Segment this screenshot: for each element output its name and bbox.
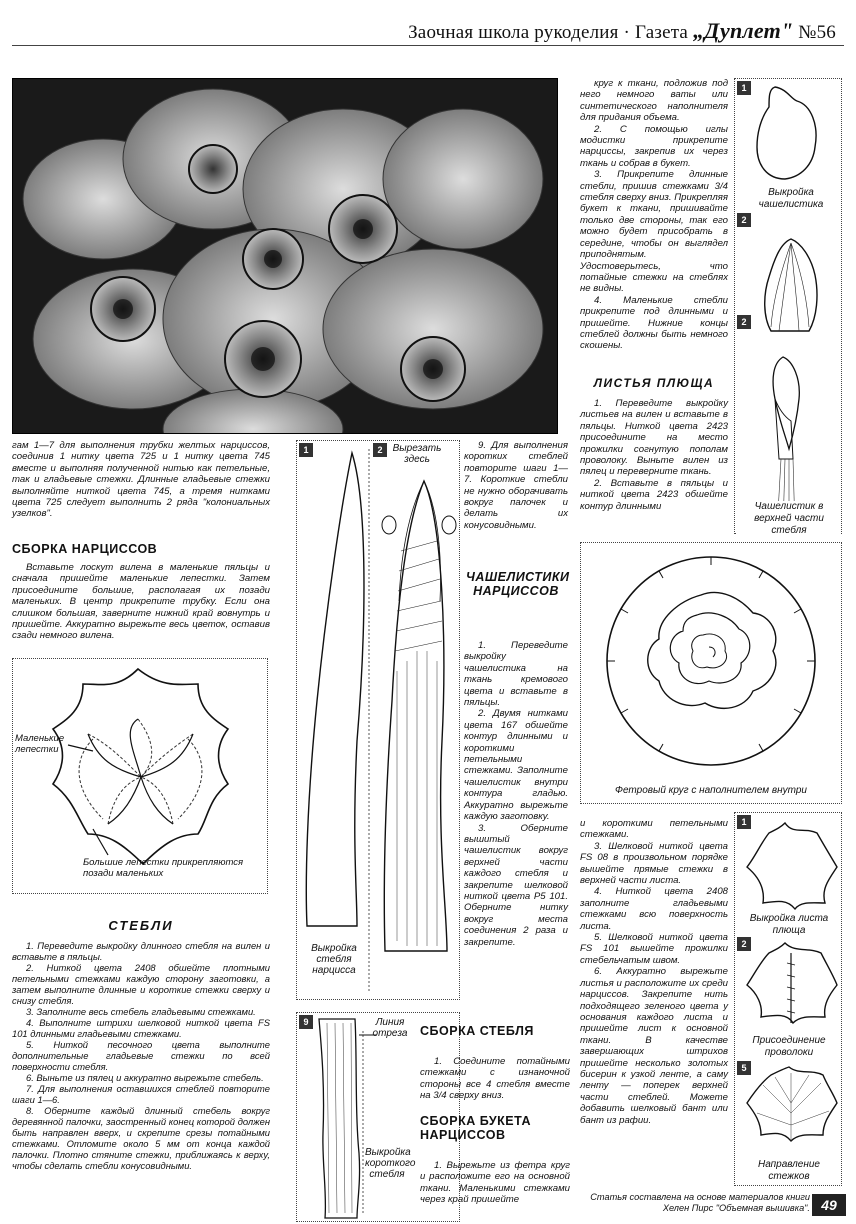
stem-assembly-text: 1. Соедините потайными стежками с изнаночной стороны все 4 стебля вместе на 3/4 сверху вниз. xyxy=(420,1056,570,1102)
sepals-heading: ЧАШЕЛИСТИКИ НАРЦИССОВ xyxy=(466,570,570,598)
pattern-number: 1 xyxy=(737,815,751,829)
ivy-heading: ЛИСТЬЯ ПЛЮЩА xyxy=(593,376,715,390)
ivy-text: 1. Переведите выкройку листьев на вилен и вставьте в пяльцы. Ниткой цвета 2423 присоедините на место прожилки согнутую пополам проволоку. Выньте вилен из пялец и переверните ткань. 2. Вставьте в пяльцы и ниткой цвета 2423 обшейте контур длинными xyxy=(580,398,728,512)
assembly-text: Вставьте лоскут вилена в маленькие пяльцы и сначала пришейте маленькие лепестки. Затем присоедините большие, располагая их позади маленьких. В центр прикрепите трубку. Если она слишком большая, заверните нижний край вовнутрь и пришейте. Аккуратно вырежьте весь цветок, оставив сзади немного вилена. xyxy=(12,562,270,642)
sepal-pattern-label: Выкройка чашелистика xyxy=(758,187,824,210)
issue-number: №56 xyxy=(798,22,836,43)
large-petals-label: Большие лепестки прикрепляются позади маленьких xyxy=(83,857,244,879)
bouquet-text: 1. Вырежьте из фетра круг и расположите его на основной ткани. Маленькими стежками через край пришейте xyxy=(420,1160,570,1206)
pattern-number: 9 xyxy=(299,1015,313,1029)
small-petals-label: Маленькие лепестки xyxy=(15,733,65,755)
ivy-leaf-pattern-box xyxy=(734,812,842,1186)
sepals-text: 1. Переведите выкройку чашелистика на ткань кремового цвета и вставьте в пяльцы. 2. Двумя нитками цвета 167 обшейте контур длинными и короткими петельными стежками. Заполните чашелистик внутри контура гладью. Аккуратно вырежьте каждую заготовку. 3. Оберните вышитый чашелистик вокруг верхней части каждого стебля и закрепите шелковой ниткой цвета P5 101. Оберните нитку вокруг места соединения 2 раза и закрепите. xyxy=(464,640,568,948)
daffodil-bouquet-photo xyxy=(12,78,558,434)
step9-text: 9. Для выполнения коротких стеблей повторите шаги 1—7. Короткие стебли не нужно оборачивать вокруг палочек и делать их конусовидными. xyxy=(464,440,568,531)
long-stem-label: Выкройка стебля нарцисса xyxy=(311,943,357,976)
intro-text: гам 1—7 для выполнения трубки желтых нарциссов, соединив 1 нитку цвета 725 и 1 нитку цвета 745 вместе и выполняя полученной нитью как петельные, так и гладьевые стежки. Длинные гладьевые стежки выполняйте ниткой цвета 745, а тремя нитками цвета 725 следует выполнить 2 ряда "колониальных узелков". xyxy=(12,440,270,520)
pattern-number: 5 xyxy=(737,1061,751,1075)
assembly-heading: СБОРКА НАРЦИССОВ xyxy=(12,542,158,556)
stems-heading: СТЕБЛИ xyxy=(108,918,174,933)
stitch-direction-label: Направление стежков xyxy=(757,1159,820,1182)
pattern-number: 2 xyxy=(737,937,751,951)
ivy-continued-text: и короткими петельными стежками. 3. Шелковой ниткой цвета FS 08 в произвольном порядке вышейте прямые стежки в верхней части листа. 4. Ниткой цвета 2408 заполните гладьевыми стежками всю поверхность листа. 5. Шелковой ниткой цвета FS 101 вышейте прожилки стебельчатым швом. 6. Аккуратно вырежьте листья и расположите их среди нарциссов. Закрепите нить подходящего зеленого цвета у основания каждого листа и пришейте лист к основной ткани. В качестве завершающих штрихов пришейте несколько золотых бисерин к узкой ленте, а саму ленту — поперек верхней части стеблей. Можете добавить шелковый бант или бант из рафии. xyxy=(580,818,728,1126)
pattern-number: 2 xyxy=(737,315,751,329)
petal-diagram xyxy=(12,658,268,894)
header-title: Заочная школа рукоделия · Газета „Дуплет" №56 xyxy=(408,18,836,43)
cut-line-label: Линия отреза xyxy=(372,1017,408,1039)
pattern-number: 2 xyxy=(737,213,751,227)
short-stem-label: Выкройка короткого стебля xyxy=(365,1147,416,1180)
pattern-number: 2 xyxy=(373,443,387,457)
wire-attach-label: Присоединение проволоки xyxy=(752,1035,826,1058)
stems-text: 1. Переведите выкройку длинного стебля на вилен и вставьте в пяльцы. 2. Ниткой цвета 2408 обшейте плотными петельными стежками каждую сторону заготовки, а затем выполните длинные и короткие стежки сверху и снизу стебля. 3. Заполните весь стебель гладьевыми стежками. 4. Выполните штрихи шелковой ниткой цвета FS 101 длинными гладьевыми стежками. 5. Ниткой песочного цвета выполните дополнительные гладьевые стежки по всей поверхности стебля. 6. Выньте из пялец и аккуратно вырежьте стебель. 7. Для выполнения оставшихся стеблей повторите шаги 1—6. 8. Оберните каждый длинный стебель вокруг деревянной палочки, заостренный конец которой должен быть направлен вверх, и скрепите срезы потайными стежками. Отломите около 5 мм от конца каждой палочки. Плотно стяните стежки, приближаясь к верху, чтобы сделать стебли конусовидными. xyxy=(12,940,270,1171)
cut-here-label: Вырезать здесь xyxy=(392,443,442,465)
felt-circle-label: Фетровый круг с наполнителем внутри xyxy=(615,785,807,796)
ivy-pattern-label: Выкройка листа плюща xyxy=(749,913,829,936)
school-name: Заочная школа рукоделия xyxy=(408,22,619,43)
col4-top-text: круг к ткани, подложив под него немного ваты или синтетического наполнителя для придания объема. 2. С помощью иглы модистки прикрепите нарциссы, закрепив их через ткань и собрав в букет. 3. Прикрепите длинные стебли, пришив стежками 3/4 стебля сверху вниз. Прикрепляя букет к ткани, пришивайте только две стороны, так его можно будет присобрать в середине, чтобы он выглядел приподнятым. Удостоверьтесь, что потайные стежки на стеблях не видны. 4. Маленькие стебли прикрепите под длинными и пришейте. Нижние концы стеблей должны быть немного скошены. xyxy=(580,78,728,352)
sepal-pattern-box xyxy=(734,78,842,534)
bouquet-heading: СБОРКА БУКЕТА НАРЦИССОВ xyxy=(420,1114,531,1142)
felt-circle-diagram xyxy=(580,542,842,804)
long-stem-pattern-box xyxy=(296,440,460,1000)
brand-name: Дуплет xyxy=(704,18,781,43)
page-number: 49 xyxy=(812,1194,846,1216)
pattern-number: 1 xyxy=(299,443,313,457)
newspaper-label: Газета xyxy=(635,22,689,43)
stem-assembly-heading: СБОРКА СТЕБЛЯ xyxy=(420,1024,534,1038)
sepal-on-stem-label: Чашелистик в верхней части стебля xyxy=(737,501,841,537)
pattern-number: 1 xyxy=(737,81,751,95)
page-header xyxy=(12,12,844,46)
credit-text: Статья составлена на основе материалов книги Хелен Пирс "Объемная вышивка". xyxy=(590,1192,810,1213)
